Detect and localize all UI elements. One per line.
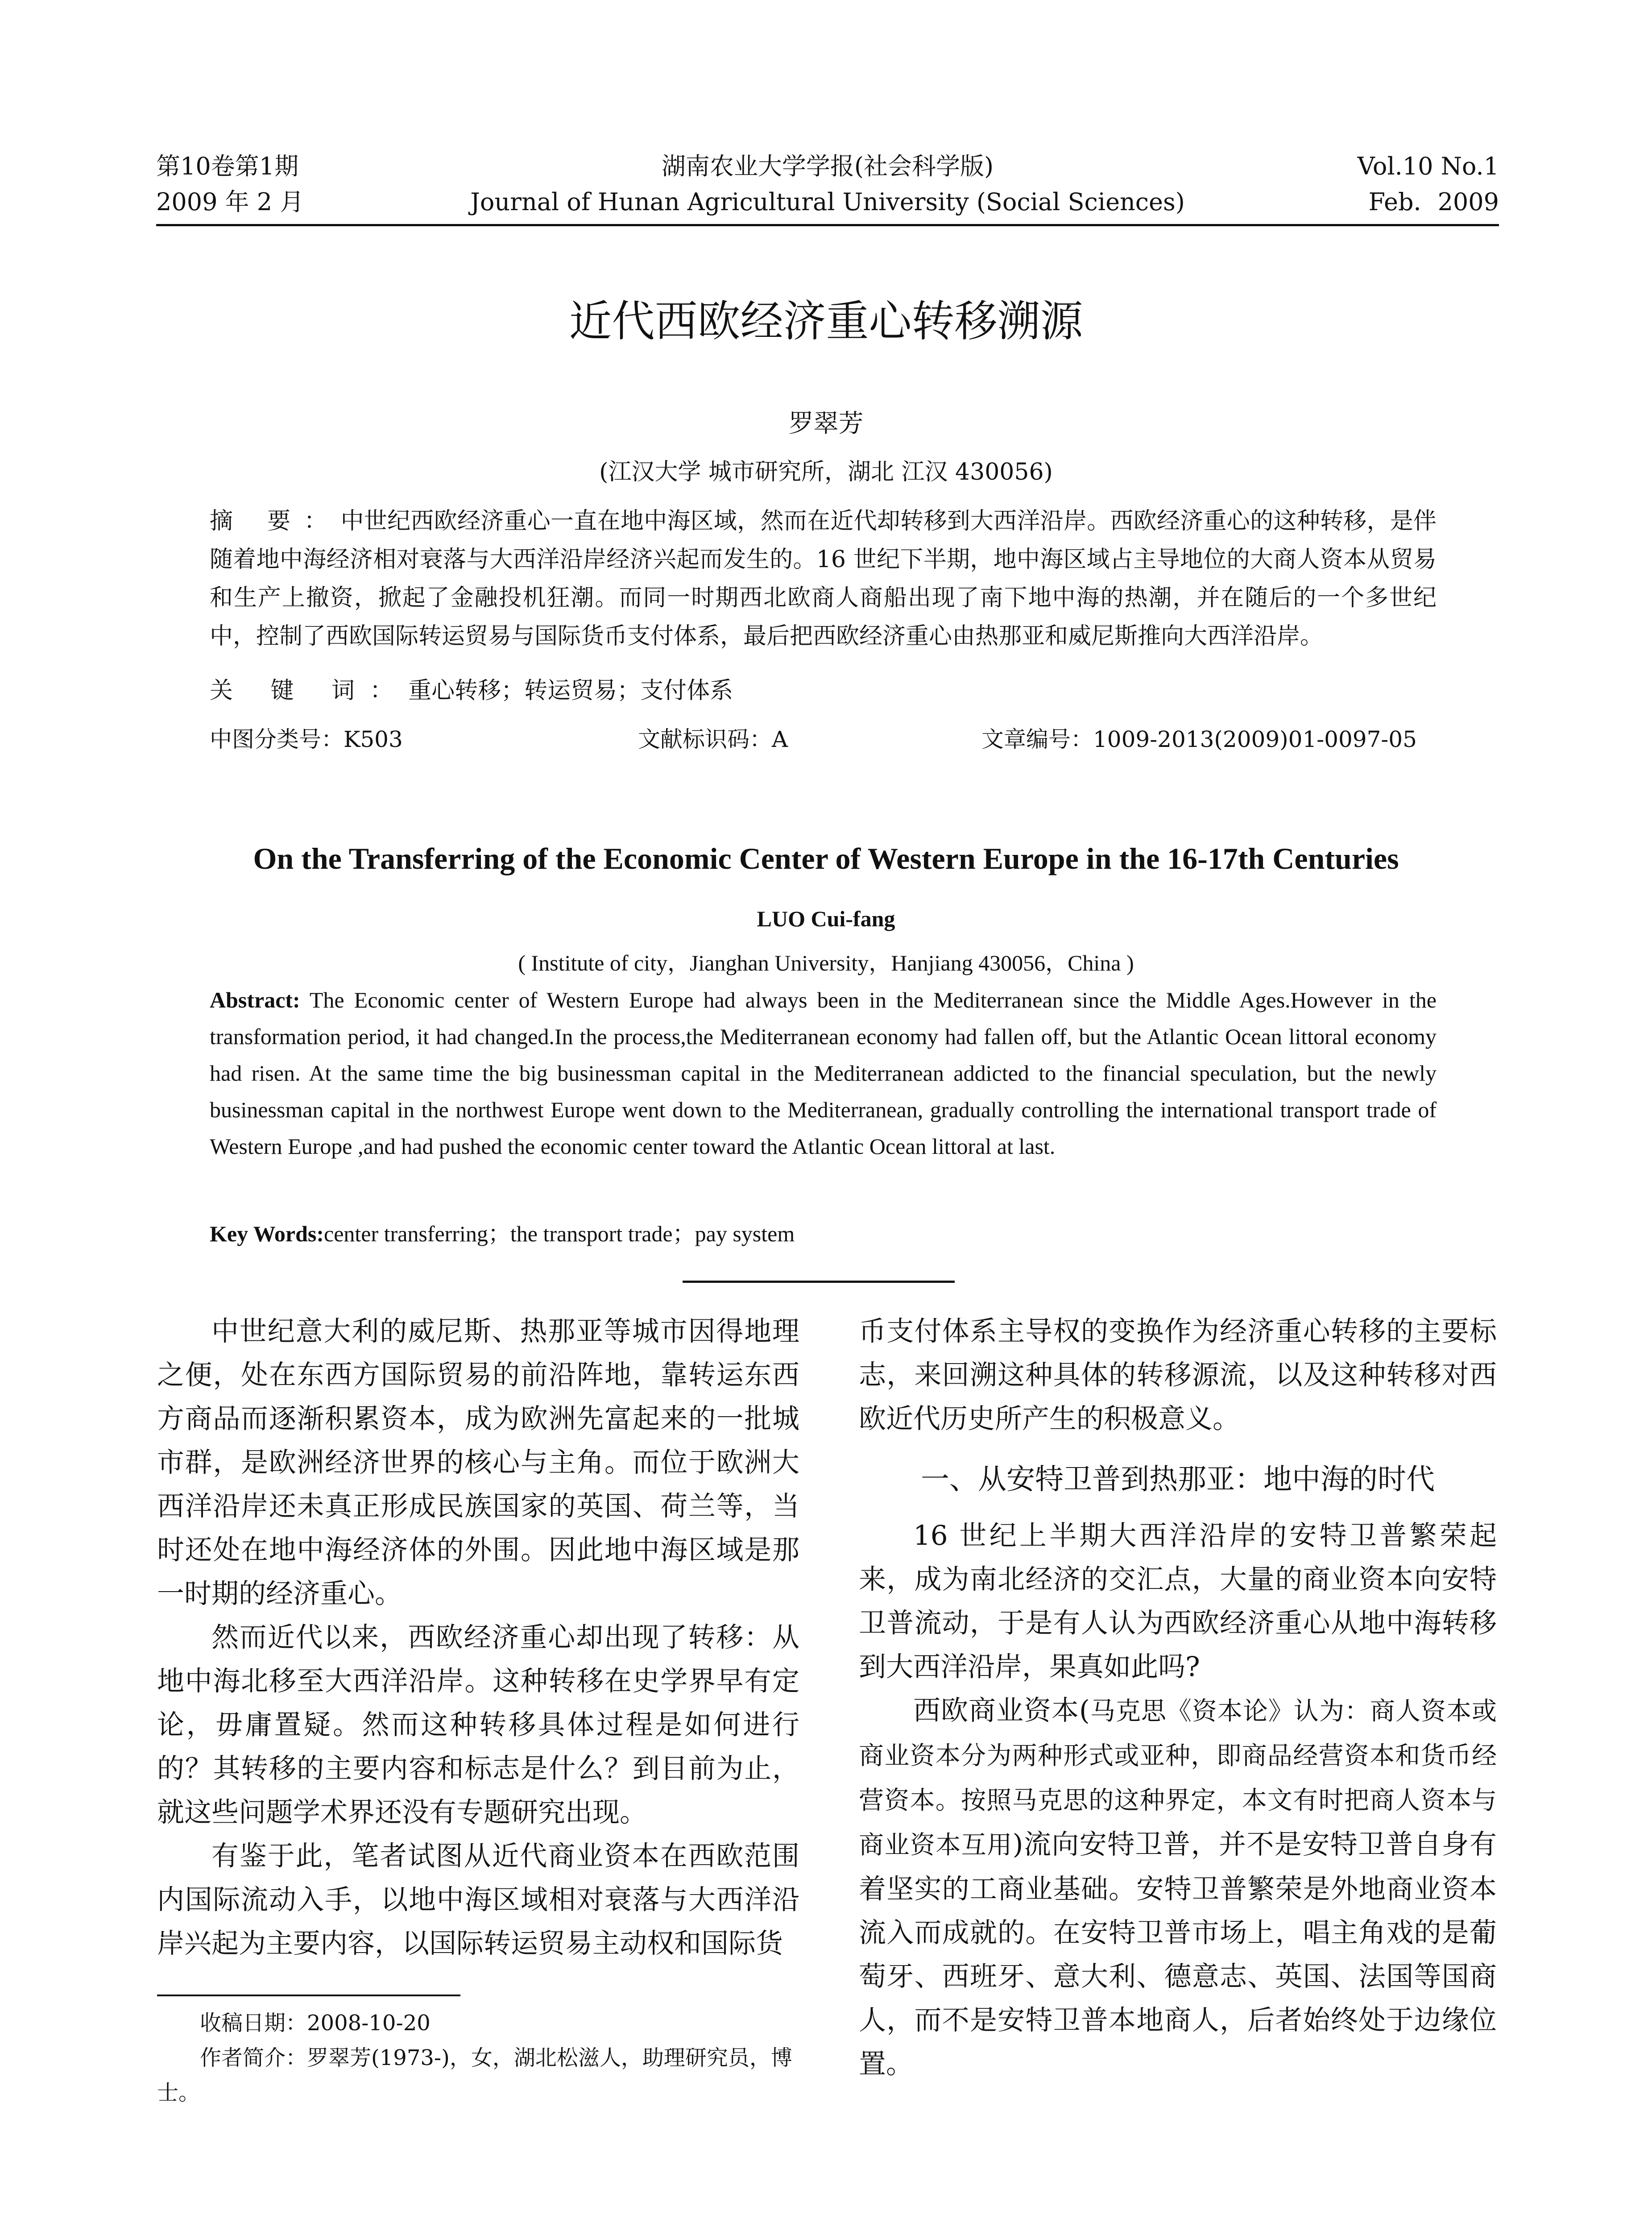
abstract-en-label: Abstract: — [210, 987, 300, 1012]
body-paragraph: 然而近代以来，西欧经济重心却出现了转移：从地中海北移至大西洋沿岸。这种转移在史学界早有定论，毋庸置疑。然而这种转移具体过程是如何进行的？其转移的主要内容和标志是什么？到目前为止，就这些问题学术界还没有专题研究出现。 — [157, 1621, 799, 1828]
affiliation-en: ( Institute of city，Jianghan University，Hanjiang 430056，China ) — [518, 950, 1134, 975]
abstract-cn-text: 中世纪西欧经济重心一直在地中海区域，然而在近代却转移到大西洋沿岸。西欧经济重心的这种转移，是伴随着地中海经济相对衰落与大西洋沿岸经济兴起而发生的。16 世纪下半期，地中海区域占主导地位的大商人资本从贸易和生产上撤资，掀起了金融投机狂潮。而同一时期西北欧商人商船出现了南下地中海的热潮，并在随后的一个多世纪中，控制了西欧国际转运贸易与国际货币支付体系，最后把西欧经济重心由热那亚和威尼斯推向大西洋沿岸。 — [210, 508, 1437, 650]
document-code-value: A — [772, 726, 788, 752]
clc-value: K503 — [344, 726, 403, 752]
date-en: Feb．2009 — [1368, 188, 1499, 216]
journal-name-cn: 湖南农业大学学报(社会科学版) — [661, 152, 994, 180]
body-column-left — [157, 1310, 799, 1966]
body-paragraph: 有鉴于此，笔者试图从近代商业资本在西欧范围内国际流动入手，以地中海区域相对衰落与大西洋沿岸兴起为主要内容，以国际转运贸易主动权和国际货 — [157, 1840, 799, 1959]
keywords-cn-label: 关 键 词： — [210, 677, 409, 704]
journal-name-en: Journal of Hunan Agricultural University (Social Sciences) — [470, 188, 1185, 216]
clc-number — [210, 722, 403, 754]
affiliation-cn: (江汉大学 城市研究所，湖北 江汉 430056) — [599, 459, 1053, 485]
author-name-en: LUO Cui-fang — [757, 906, 895, 931]
keywords-en — [210, 1216, 795, 1248]
received-date-label: 收稿日期： — [200, 2011, 307, 2036]
author-bio — [157, 2040, 804, 2110]
keywords-cn-text: 重心转移；转运贸易；支付体系 — [408, 677, 733, 704]
abstract-en — [210, 982, 1437, 1165]
clc-label: 中图分类号： — [210, 726, 344, 752]
abstract-cn — [210, 502, 1437, 655]
footnote-rule — [157, 1995, 460, 1996]
keywords-cn — [210, 672, 733, 705]
article-number-value: 1009-2013(2009)01-0097-05 — [1093, 726, 1417, 752]
received-date — [157, 2006, 804, 2040]
date-cn: 2009 年 2 月 — [156, 188, 304, 216]
document-code-label: 文献标识码： — [638, 726, 772, 752]
body-paragraph: 中世纪意大利的威尼斯、热那亚等城市因得地理之便，处在东西方国际贸易的前沿阵地，靠转运东西方商品而逐渐积累资本，成为欧洲先富起来的一批城市群，是欧洲经济世界的核心与主角。而位于欧洲大西洋沿岸还未真正形成民族国家的英国、荷兰等，当时还处在地中海经济体的外围。因此地中海区域是那一时期的经济重心。 — [157, 1315, 799, 1609]
paragraph-end: )流向安特卫普，并不是安特卫普自身有着坚实的工商业基础。安特卫普繁荣是外地商业资本流入而成就的。在安特卫普市场上，唱主角戏的是葡萄牙、西班牙、意大利、德意志、英国、法国等国商人，而不是安特卫普本地商人，后者始终处于边缘位置。 — [859, 1829, 1497, 2080]
article-number-label: 文章编号： — [981, 726, 1093, 752]
body-paragraph — [859, 1689, 1497, 2086]
article-title-en: On the Transferring of the Economic Center of Western Europe in the 16-17th Centuries — [253, 842, 1399, 875]
received-date-value: 2008-10-20 — [307, 2011, 431, 2036]
body-paragraph-continued: 币支付体系主导权的变换作为经济重心转移的主要标志，来回溯这种具体的转移源流，以及这种转移对西欧近代历史所产生的积极意义。 — [859, 1315, 1497, 1435]
volume-issue-en: Vol.10 No.1 — [1357, 152, 1499, 180]
document-code — [638, 722, 788, 754]
keywords-en-text: center transferring；the transport trade；pay system — [324, 1221, 795, 1246]
article-title-cn: 近代西欧经济重心转移溯源 — [569, 296, 1083, 346]
volume-issue-cn: 第10卷第1期 — [156, 152, 299, 180]
abstract-cn-label: 摘 要： — [210, 508, 341, 535]
article-number — [981, 722, 1417, 754]
paragraph-start: 西欧商业资本( — [913, 1695, 1090, 1726]
author-bio-label: 作者简介： — [200, 2045, 307, 2070]
inline-note: 马克思《资本论》认为：商人资本或商业资本分为两种形式或亚种，即商品经营资本和货币经营资本。按照马克思的这种界定，本文有时把商人资本与商业资本互用 — [859, 1697, 1497, 1860]
keywords-en-label: Key Words: — [210, 1221, 324, 1246]
footnotes — [157, 2006, 804, 2110]
author-bio-text: 罗翠芳(1973-)，女，湖北松滋人，助理研究员，博士。 — [157, 2045, 792, 2105]
body-paragraph: 16 世纪上半期大西洋沿岸的安特卫普繁荣起来，成为南北经济的交汇点，大量的商业资本向安特卫普流动，于是有人认为西欧经济重心从地中海转移到大西洋沿岸，果真如此吗? — [859, 1520, 1497, 1683]
abstract-en-text: The Economic center of Western Europe had always been in the Mediterranean since the Middle Ages.However in the transformation period, it had changed.In the process,the Mediterranean economy had fallen off, but the Atlantic Ocean littoral economy had risen. At the same time the big businessman capital in the Mediterranean addicted to the financial speculation, but the newly businessman capital in the northwest Europe went down to the Mediterranean, gradually controlling the international transport trade of Western Europe ,and had pushed the economic center toward the Atlantic Ocean littoral at last. — [210, 987, 1437, 1159]
header-rule — [156, 224, 1499, 226]
section-heading: 一、从安特卫普到热那亚：地中海的时代 — [921, 1463, 1435, 1496]
author-name-cn: 罗翠芳 — [788, 409, 864, 438]
body-column-right — [859, 1310, 1497, 2086]
section-divider — [683, 1281, 955, 1283]
